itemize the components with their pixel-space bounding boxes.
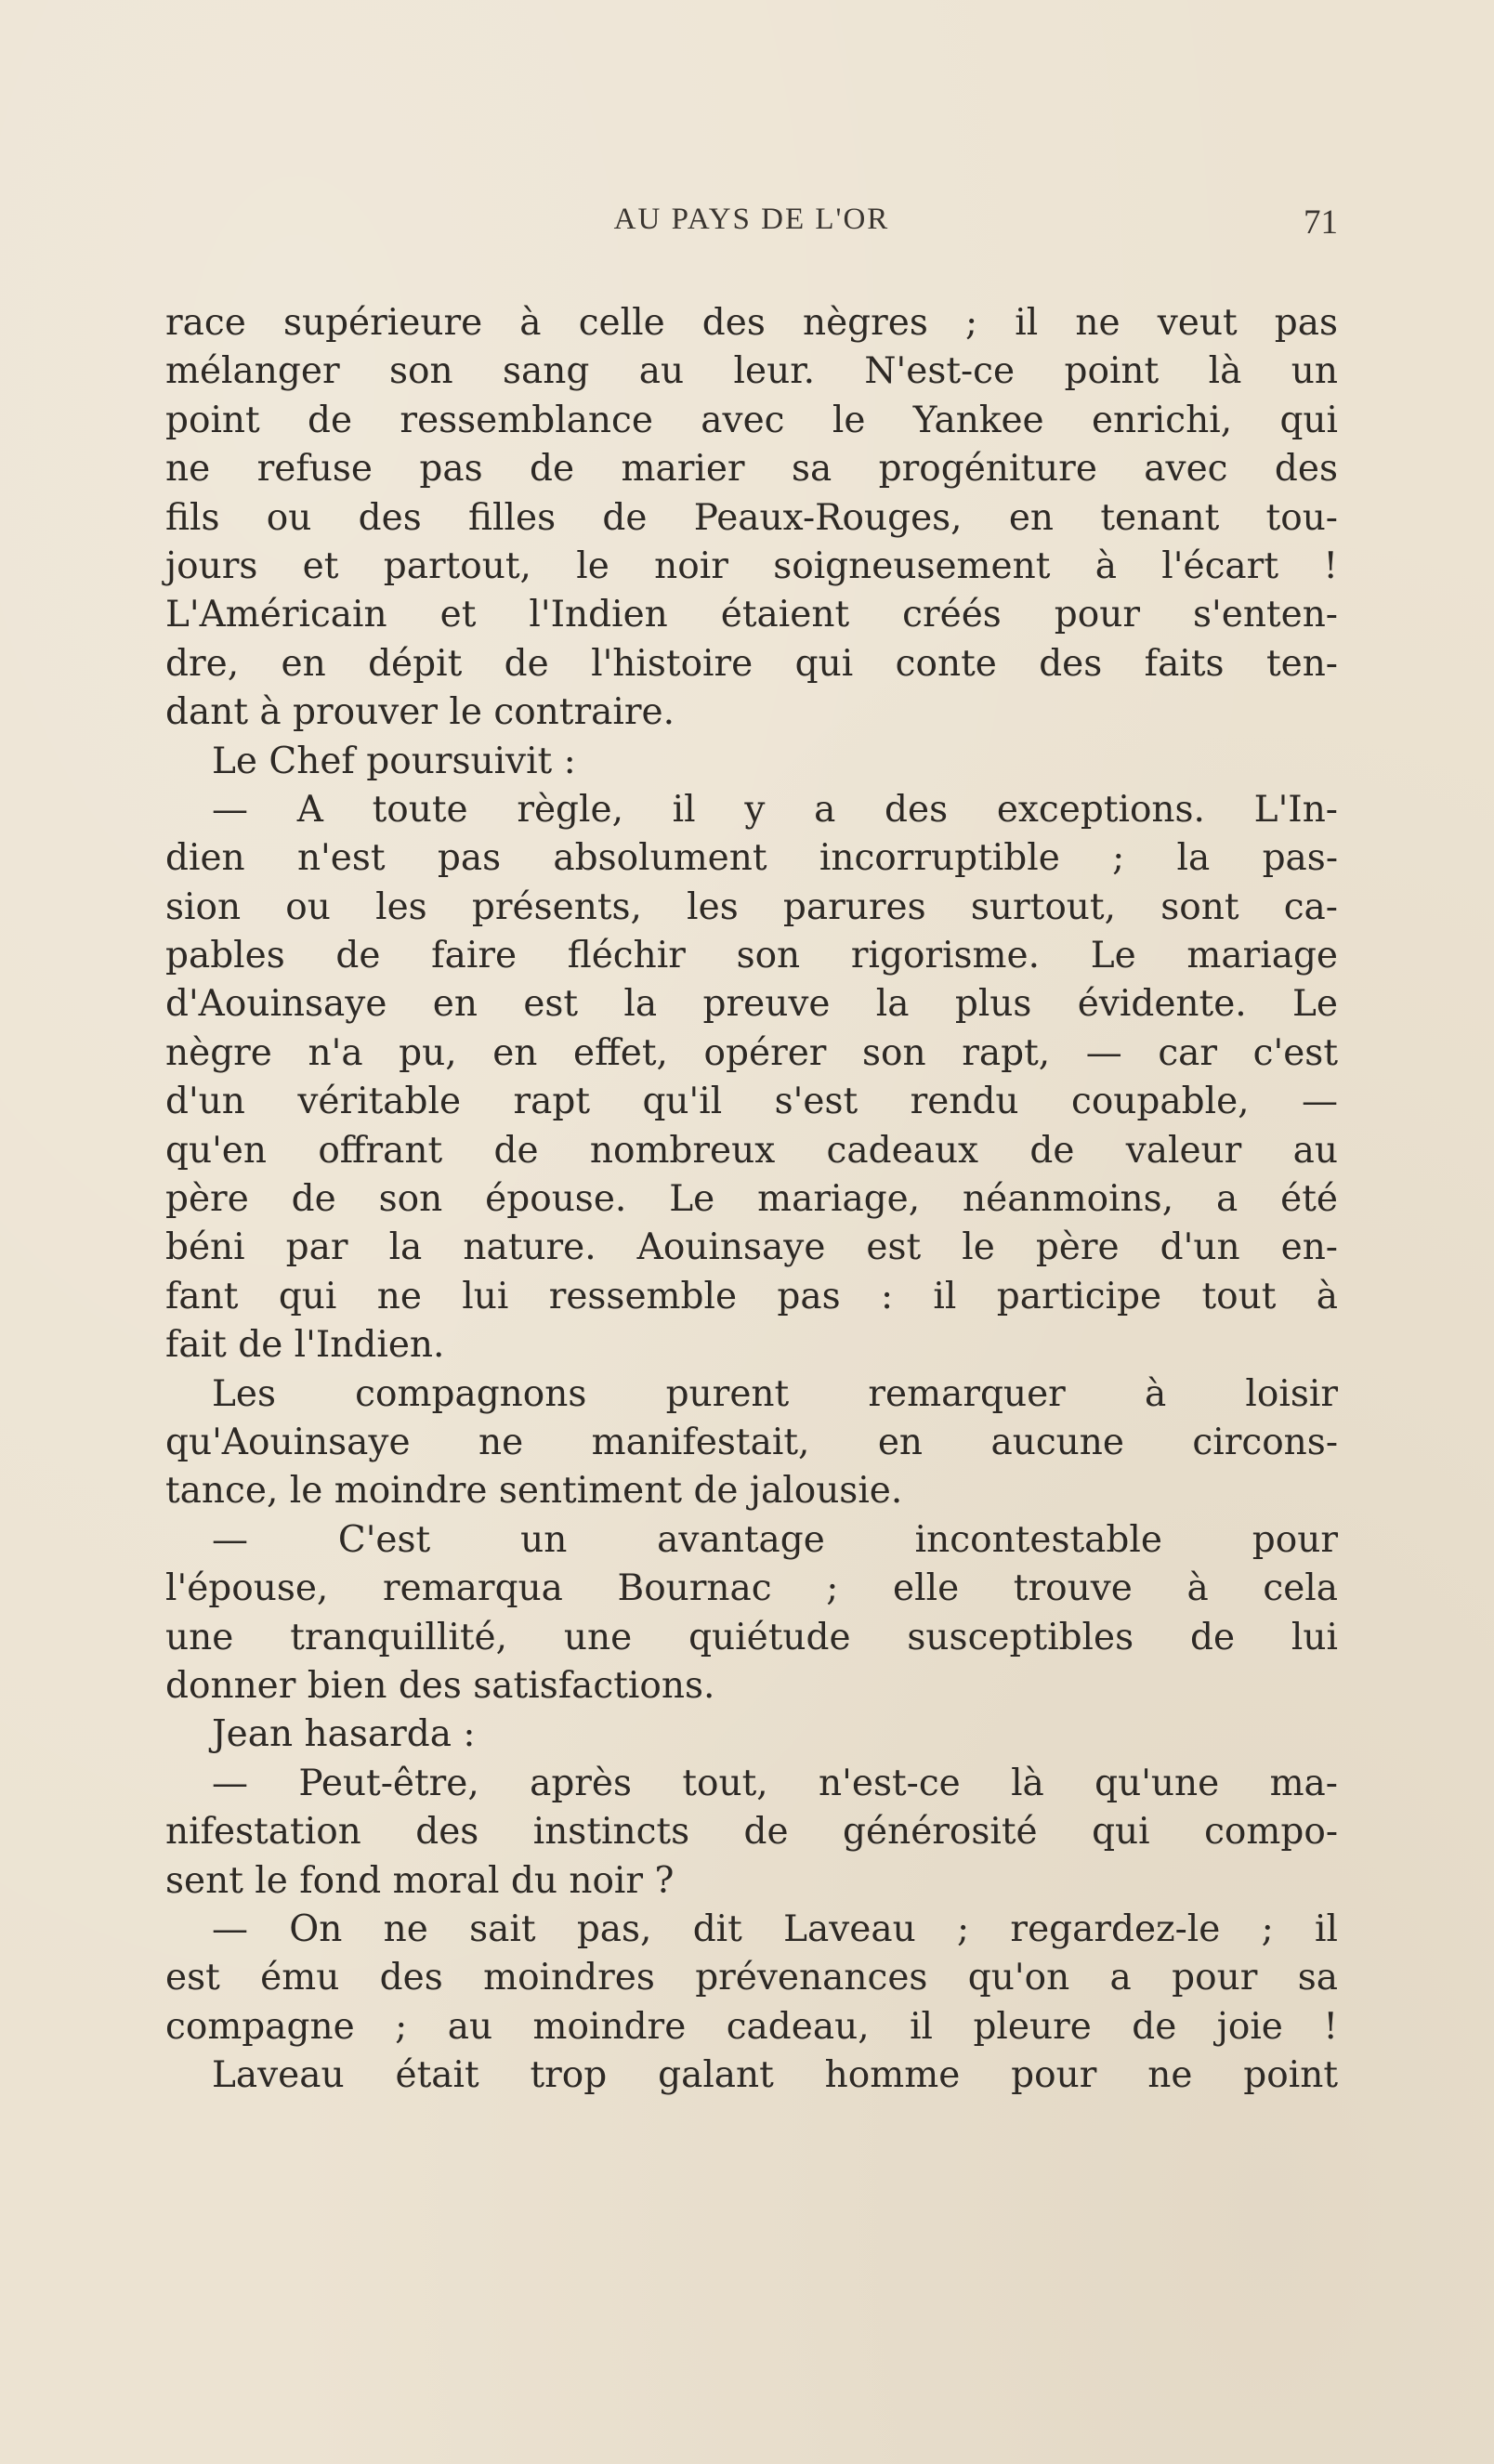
page-number: 71 [1304,203,1338,242]
text-line: dant à prouver le contraire. [165,691,675,734]
text-line: Le Chef poursuivit : [212,740,576,782]
text-line: fils ou des filles de Peaux-Rouges, en tenant tou- [165,496,1338,539]
text-line: l'épouse, remarqua Bournac ; elle trouve à cela [165,1567,1338,1610]
text-line: tance, le moindre sentiment de jalousie. [165,1470,903,1513]
text-line: — On ne sait pas, dit Laveau ; regardez-le ; il [212,1907,1338,1950]
text-line: Jean hasarda : [212,1713,476,1756]
text-line: compagne ; au moindre cadeau, il pleure de joie ! [165,2005,1338,2048]
text-line: Laveau était trop galant homme pour ne point [212,2054,1338,2097]
text-line: pables de faire fléchir son rigorisme. Le mariage [165,935,1338,977]
text-line: donner bien des satisfactions. [165,1664,715,1707]
text-line: fant qui ne lui ressemble pas : il participe tout à [165,1275,1338,1317]
text-line: point de ressemblance avec le Yankee enrichi, qui [165,399,1338,441]
text-line: dien n'est pas absolument incorruptible ; la pas- [165,837,1338,880]
text-line: sion ou les présents, les parures surtout, sont ca- [165,885,1338,928]
text-line: sent le fond moral du noir ? [165,1859,675,1902]
text-line: — A toute règle, il y a des exceptions. L'In- [212,788,1338,831]
text-line: fait de l'Indien. [165,1324,445,1367]
text-line: d'un véritable rapt qu'il s'est rendu coupable, — [165,1081,1338,1123]
text-line: d'Aouinsaye en est la preuve la plus évidente. Le [165,983,1338,1026]
running-head [165,203,1338,249]
text-line: L'Américain et l'Indien étaient créés pour s'enten- [165,594,1338,636]
text-line: qu'en offrant de nombreux cadeaux de valeur au [165,1129,1338,1172]
running-title: AU PAYS DE L'OR [613,203,890,236]
text-line: dre, en dépit de l'histoire qui conte des faits ten- [165,642,1338,685]
text-line: — C'est un avantage incontestable pour [212,1518,1338,1561]
text-line: père de son épouse. Le mariage, néanmoins, a été [165,1178,1338,1221]
text-line: est ému des moindres prévenances qu'on a pour sa [165,1957,1338,1999]
text-line: race supérieure à celle des nègres ; il ne veut pas [165,302,1338,344]
body-text [165,299,1338,2100]
text-line: ne refuse pas de marier sa progéniture avec des [165,448,1338,491]
text-line: nègre n'a pu, en effet, opérer son rapt, — car c'est [165,1031,1338,1074]
text-line: Les compagnons purent remarquer à loisir [212,1372,1338,1415]
text-line: béni par la nature. Aouinsaye est le père d'un en- [165,1226,1338,1269]
text-line: nifestation des instincts de générosité qui compo- [165,1811,1338,1854]
text-line: mélanger son sang au leur. N'est-ce point là un [165,350,1338,393]
text-line: — Peut-être, après tout, n'est-ce là qu'une ma- [212,1762,1338,1804]
text-line: jours et partout, le noir soigneusement à l'écart ! [165,544,1338,587]
text-line: une tranquillité, une quiétude susceptibles de lui [165,1616,1338,1658]
text-line: qu'Aouinsaye ne manifestait, en aucune circons- [165,1421,1338,1463]
